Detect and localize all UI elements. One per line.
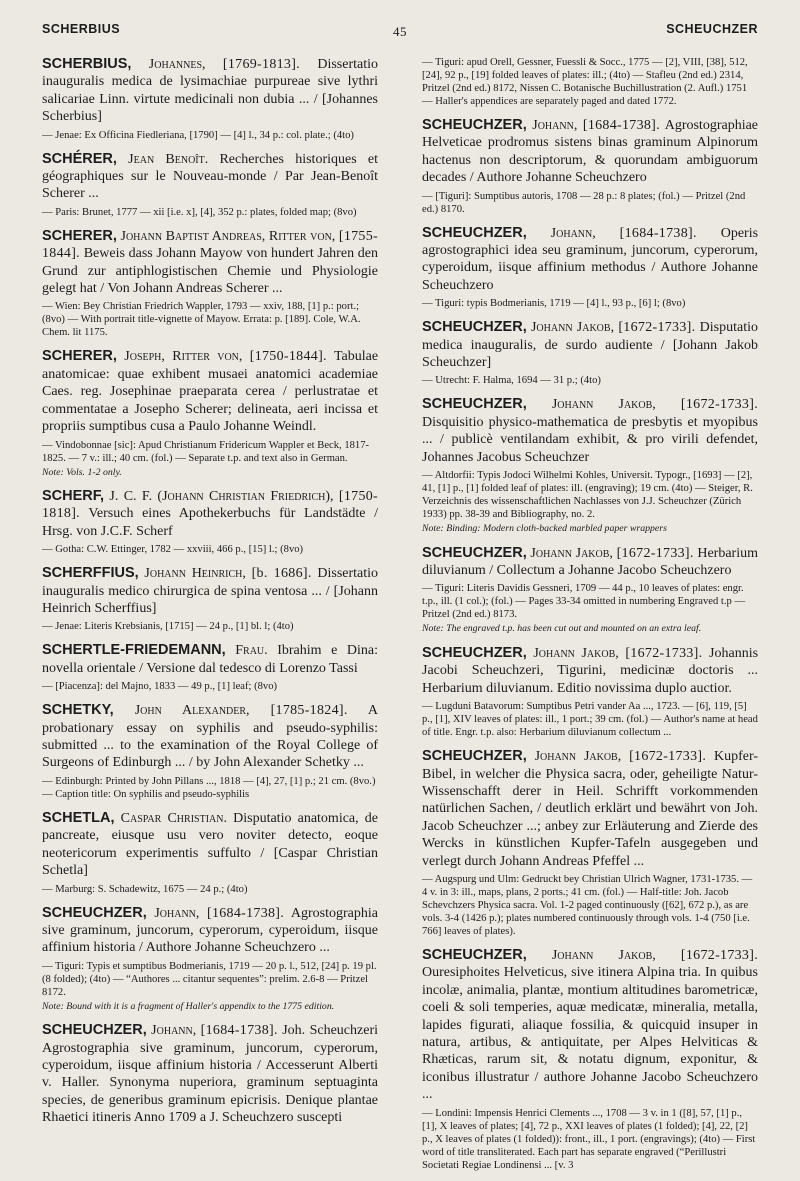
entry-headword: SCHEUCHZER, xyxy=(422,644,527,661)
entry-headword: SCHEUCHZER, xyxy=(422,117,527,133)
entry-imprint: — [Piacenza]: del Majno, 1833 — 49 p., [1] leaf; (8vo) xyxy=(42,681,278,693)
entry-headword: SCHETLA, xyxy=(42,809,115,826)
entry-imprint: — Wien: Bey Christian Friedrich Wappler, 1793 — xxiv, 188, [1] p.: port.; (8vo) — With portrait title-vignette of Mayow. Errata: p. [189]. Cole, W.A. Chem. lit 1175. xyxy=(42,301,361,339)
entry-note: Note: Bound with it is a fragment of Haller's appendix to the 1775 edition. xyxy=(42,1000,335,1012)
entry-headword: SCHEUCHZER, xyxy=(422,396,527,413)
entry-headword: SCHERER, xyxy=(42,227,117,244)
entry-heading xyxy=(42,348,378,435)
entry-imprint: — Vindobonnae [sic]: Apud Christianum Fridericum Wappler et Beck, 1817-1825. — 7 v.: ill.; 40 cm. (fol.) — Separate t.p. and text also in German. xyxy=(42,439,370,464)
entry-dates: [b. 1686]. xyxy=(251,566,312,582)
entry-title: Disquisitio physico-mathematica de presbytis et myopibus ... / publicè ventilandam exhibit, & pro virili defendet, Johannes Jacobus Scheuchzer xyxy=(422,414,758,465)
entry-note: Note: The engraved t.p. has been cut out and mounted on an extra leaf. xyxy=(422,623,702,635)
entry-forename: Johann Jakob, xyxy=(530,545,613,561)
entry-imprint: — Augspurg und Ulm: Gedruckt bey Christian Ulrich Wagner, 1731-1735. — 4 v. in 3: ill., maps, plans, 2 ports.; 41 cm. (fol.) — Half-title: Joh. Jacob Schevchzers Physica sacra. Vol. 1-2 paged continuously ([62], 672 p.), as are vols. 3-4 (1426 p.); plates numbered continuously through vols. 1-4 (750 [i.e. 766] leaves of plates). xyxy=(422,873,753,937)
entry-dates: [1672-1733]. xyxy=(680,947,758,963)
entry-heading xyxy=(42,905,378,957)
entry-heading xyxy=(422,545,758,580)
running-head-left: SCHERBIUS xyxy=(42,22,121,36)
catalogue-entry xyxy=(42,810,378,896)
catalogue-entry xyxy=(422,319,758,387)
entry-title: Ouresiphoites Helveticus, sive itinera Alpina tria. In quibus incolæ, animalia, plantæ, montium altitudines barometricæ, coeli & soli temperies, aquæ medicatæ, mineralia, metalla, lapides figurati, aliaque fossilia, & quicquid insuper in natura, artibus, & antiquitate, per Alpes Helviticas & Rhæticas, rarum sit, & notatu dignum, exponitur, & iconibus illustratur / authore Johanne Jacobo Scheuchzero ... xyxy=(422,965,758,1103)
entry-heading xyxy=(422,396,758,466)
entry-headword: SCHEUCHZER, xyxy=(422,544,527,561)
entry-heading xyxy=(422,947,758,1104)
catalogue-entry xyxy=(422,645,758,739)
entry-imprint: — Edinburgh: Printed by John Pillans ..., 1818 — [4], 27, [1] p.; 21 cm. (8vo.) — Caption title: On syphilis and pseudo-syphilis xyxy=(42,775,376,800)
entry-title: Recherches historiques et géographiques sur le Nouveau-monde / Par Jean-Benoît Scherer ... xyxy=(42,151,378,202)
entry-imprint: — Tiguri: Literis Davidis Gessneri, 1709 — 44 p., 10 leaves of plates: engr. t.p., ill. (1 col.); (fol.) — Pages 33-34 omitted in numbering Engraved t.p — Pritzel (2nd ed.) 8173. xyxy=(422,583,746,621)
entry-forename: J. C. F. (Johann Christian Friedrich), xyxy=(109,489,334,504)
entry-imprint: — Utrecht: F. Halma, 1694 — 31 p.; (4to) xyxy=(422,375,601,387)
entry-heading xyxy=(42,488,378,540)
entry-headword: SCHEUCHZER, xyxy=(42,904,147,921)
entry-dates: [1684-1738]. xyxy=(206,905,285,921)
entry-heading xyxy=(422,319,758,371)
catalogue-entry xyxy=(422,117,758,216)
entry-dates: [1672-1733]. xyxy=(625,645,703,661)
catalogue-entry xyxy=(42,228,378,340)
entry-dates: [1684-1738]. xyxy=(619,225,697,241)
entry-headword: SCHERTLE-FRIEDEMANN, xyxy=(42,642,226,659)
entry-imprint: — Tiguri: typis Bodmerianis, 1719 — [4] l., 93 p., [6] l; (8vo) xyxy=(422,298,686,310)
entry-dates: [1750-1818]. xyxy=(42,489,379,522)
entry-forename: Johann Jakob, xyxy=(551,397,656,413)
entry-imprint: — Tiguri: apud Orell, Gessner, Fuessli & Socc., 1775 — [2], VIII, [38], 512, [24], 92 p., [19] folded leaves of plates: ill.; (4to) — Stafleu (2nd ed.) 2314, Pritzel (2nd ed.) 8172, Nissen C. Botanische Buchillustration (2. Aufl.) 1751 — Haller's appendices are separately paged and dated 1772. xyxy=(422,57,748,107)
entry-heading xyxy=(42,702,378,772)
entry-heading xyxy=(42,56,378,126)
entry-forename: Johannes, xyxy=(148,57,206,72)
entry-imprint: — Marburg: S. Schadewitz, 1675 — 24 p.; (4to) xyxy=(42,883,248,895)
entry-forename: Johann Jakob, xyxy=(530,320,615,336)
entry-forename: Johann Heinrich, xyxy=(144,566,246,582)
entry-title: Disputatio medica inauguralis, de surdo audiente / [Johann Jakob Scheuchzer] xyxy=(422,320,759,371)
entry-imprint: — [Tiguri]: Sumptibus autoris, 1708 — 28 p.: 8 plates; (fol.) — Pritzel (2nd ed.) 8170. xyxy=(422,190,746,215)
entry-forename: Caspar Christian. xyxy=(120,810,227,826)
entry-imprint: — Altdorfii: Typis Jodoci Wilhelmi Kohles, Universit. Typogr., [1693] — [2], 41, [1] p., [1] folded leaf of plates: ill. (engraving); 19 cm. (4to) — Steiger, R. Verzeichnis des wissenschaftlichen Nachlasses von J.J. Scheuchzer (Zürich 1933) pp. 38-39 and Bibliography, no. 2. xyxy=(422,470,753,521)
running-head-right: SCHEUCHZER xyxy=(666,22,758,36)
entry-headword: SCHEUCHZER, xyxy=(422,748,527,765)
entry-dates: [1672-1733]. xyxy=(680,397,758,413)
entry-forename: Johann, xyxy=(154,905,200,921)
entry-heading xyxy=(422,117,758,187)
entry-headword: SCHERF, xyxy=(42,488,105,504)
entry-imprint: — Gotha: C.W. Ettinger, 1782 — xxviii, 466 p., [15] l.; (8vo) xyxy=(42,544,304,556)
entry-forename: Joseph, Ritter von, xyxy=(124,349,243,365)
entry-note: Note: Binding: Modern cloth-backed marbled paper wrappers xyxy=(422,523,667,535)
right-column xyxy=(422,56,758,1181)
catalogue-entry xyxy=(42,642,378,693)
catalogue-entry xyxy=(42,56,378,142)
entry-title: Ibrahim e Dina: novella orientale / Versione dal tedesco di Lorenzo Tassi xyxy=(42,643,379,676)
entry-title: Dissertatio inauguralis medico chirurgica de spina ventosa ... / [Johann Heinrich Scherffius] xyxy=(42,566,379,617)
entry-title: Beweis dass Johann Mayow von hundert Jahren den Grund zur antiphlogistischen Chemie und Physiologie gelegt hat / Von Johann Andreas Scherer ... xyxy=(42,246,378,297)
catalogue-entry xyxy=(422,56,758,108)
entry-heading xyxy=(422,225,758,295)
entry-dates: [1672-1733]. xyxy=(629,749,707,765)
entry-forename: Johann, xyxy=(151,1023,197,1039)
entry-dates: [1684-1738]. xyxy=(200,1023,278,1039)
entry-headword: SCHETKY, xyxy=(42,702,114,719)
entry-forename: Johann, xyxy=(532,118,578,133)
entry-heading xyxy=(42,565,378,617)
entry-title: Joh. Scheuchzeri Agrostographia sive graminum, juncorum, cyperorum, cyperoidum, iisque affinium historia / Accesserunt Alberti v. Haller. Synonyma nuperiora, graminum septuaginta species, de generibus graminum epicrisis. Denique plantae Rhaetici itineris Anno 1709 a J. Scheuchzero suscepti xyxy=(42,1023,378,1126)
entry-forename: Johann, xyxy=(550,225,596,241)
catalogue-entry xyxy=(422,947,758,1172)
entry-headword: SCHÉRER, xyxy=(42,150,117,167)
entry-dates: [1684-1738]. xyxy=(582,118,660,133)
entry-heading xyxy=(42,810,378,880)
entry-heading xyxy=(42,228,378,298)
catalogue-entry xyxy=(42,905,378,1014)
entry-dates: [1750-1844]. xyxy=(249,349,327,365)
catalogue-entry xyxy=(422,545,758,636)
catalogue-entry xyxy=(422,748,758,938)
entry-forename: Johann Jakob, xyxy=(533,645,619,661)
entry-dates: [1785-1824]. xyxy=(270,703,348,719)
entry-headword: SCHERBIUS, xyxy=(42,56,132,72)
entry-forename: Frau. xyxy=(235,643,268,659)
catalogue-entry xyxy=(42,151,378,219)
entry-forename: Johann Jakob, xyxy=(551,947,656,963)
entry-forename: Jean Benoît. xyxy=(128,151,209,167)
left-column xyxy=(42,56,378,1136)
page-number: 45 xyxy=(393,24,407,39)
entry-imprint: — Tiguri: Typis et sumptibus Bodmerianis, 1719 — 20 p. l., 512, [24] p. 19 pl. (8 folded); (4to) — “Authores ... citantur sequentes”: prelim. 2.6-8 — Pritzel 8172. xyxy=(42,960,377,998)
entry-title: Kupfer-Bibel, in welcher die Physica sacra, oder, geheiligte Natur-Wissenschafft derer in Heil. Schrifft vorkommenden natürlichen Sachen, / deutlich erklärt und bewährt von Joh. Jacob Scheuchzer ...; anbey zur Erläuterung and Zierde des Wercks in künstlichen Kupfer-Tafeln ausgegeben und verlegt durch Johann Andreas Pfeffel ... xyxy=(422,749,759,869)
entry-title: Johannis Jacobi Scheuchzeri, Tigurini, medicinæ doctoris ... Herbarium diluvianum. Editio novissima duplo auctior. xyxy=(422,645,759,696)
entry-dates: [1755-1844]. xyxy=(42,228,378,262)
catalogue-entry xyxy=(42,488,378,556)
entry-headword: SCHERER, xyxy=(42,348,117,365)
entry-forename: Johann Baptist Andreas, Ritter von, xyxy=(120,228,336,244)
entry-title: Agrostographia sive graminum, juncorum, cyperorum, cyperoidum, iisque affinium historia / Authore Johanne Scheuchzero ... xyxy=(42,905,378,956)
entry-title: Versuch eines Apothekerbuchs für Landstädte / Hrsg. von J.C.F. Scherf xyxy=(42,506,378,539)
entry-heading xyxy=(422,748,758,870)
entry-title: Tabulae anatomicae: quae exhibent musaei anatomici academiae Caes. reg. Josephinae praeparata cerea / perlustratae et commentatae a Josepho Scherer; delineata, aeri incissa et propriis sumptibus cusa a Paulo Johanne Weindl. xyxy=(42,349,379,435)
entry-title: Disputatio anatomica, de pancreate, eiusque usu vero noviter detecto, eoque neotericorum experimentis suffulto / [Caspar Christian Schetla] xyxy=(42,810,378,879)
entry-heading xyxy=(422,645,758,697)
catalogue-entry xyxy=(422,396,758,535)
entry-headword: SCHEUCHZER, xyxy=(422,319,527,336)
catalogue-entry xyxy=(42,1022,378,1126)
entry-title: Agrostographiae Helveticae prodromus sistens binas graminum Alpinorum hactenus non descriptorum, & quorundam ambiguorum decades / Authore Johanne Scheuchzero xyxy=(422,118,759,186)
entry-dates: [1672-1733]. xyxy=(616,545,694,561)
entry-dates: [1672-1733]. xyxy=(618,320,696,336)
catalogue-entry xyxy=(422,225,758,311)
entry-headword: SCHEUCHZER, xyxy=(422,224,527,241)
catalogue-entry xyxy=(42,565,378,633)
entry-headword: SCHERFFIUS, xyxy=(42,565,139,582)
entry-heading xyxy=(42,1022,378,1126)
entry-imprint: — Paris: Brunet, 1777 — xii [i.e. x], [4], 352 p.: plates, folded map; (8vo) xyxy=(42,206,357,218)
running-head xyxy=(42,22,758,42)
entry-forename: Johann Jakob, xyxy=(534,749,622,765)
entry-note: Note: Vols. 1-2 only. xyxy=(42,466,122,478)
entry-imprint: — Lugduni Batavorum: Sumptibus Petri vander Aa ..., 1723. — [6], 119, [5] p., [1], XIV leaves of plates: ill., 1 port.; 39 cm. (fol.) — Author's name at head of title. Engr. t.p. also: Herbarium diluvianum collectum ... xyxy=(422,701,758,739)
entry-imprint: — Jenae: Ex Officina Fiedleriana, [1790] — [4] l., 34 p.: col. plate.; (4to) xyxy=(42,129,354,141)
entry-heading xyxy=(42,151,378,203)
entry-forename: John Alexander, xyxy=(134,703,250,719)
entry-title: Dissertatio inauguralis medica de lysimachiae purpureae sive lythri salicariae Linn. virtute medicinali non dubia ... / [Johannes Scherbius] xyxy=(42,57,378,125)
entry-heading xyxy=(42,642,378,677)
entry-imprint: — Londini: Impensis Henrici Clements ..., 1708 — 3 v. in 1 ([8], 57, [1] p., [1], X leaves of plates; [4], 72 p., XXI leaves of plates (1 folded); [4], 22, [2] p., X leaves of plates (1 folded)): front., ill., 1 port. (engravings); (4to) — First word of title transliterated. Each part has separate engraved (“Perillustri Societati Regiae Londinensi ... [v. 3 xyxy=(422,1107,756,1171)
entry-imprint: — Jenae: Literis Krebsianis, [1715] — 24 p., [1] bl. l; (4to) xyxy=(42,621,294,633)
catalogue-entry xyxy=(42,702,378,801)
entry-title: A probationary essay on syphilis and pseudo-syphilis: submitted ... to the examination of the Royal College of Surgeons of Edinburgh ... / by John Alexander Schetky ... xyxy=(42,703,379,771)
catalogue-entry xyxy=(42,348,378,479)
entry-title: Herbarium diluvianum / Collectum a Johanne Jacobo Scheuchzero xyxy=(422,545,759,578)
entry-dates: [1769-1813]. xyxy=(222,57,300,72)
entry-headword: SCHEUCHZER, xyxy=(422,946,527,963)
entry-headword: SCHEUCHZER, xyxy=(42,1022,147,1039)
entry-title: Operis agrostographici idea seu graminum, juncorum, cyperorum, cyperoidum, iisque affinium methodus / Authore Johanne Scheuchzero xyxy=(422,225,759,293)
